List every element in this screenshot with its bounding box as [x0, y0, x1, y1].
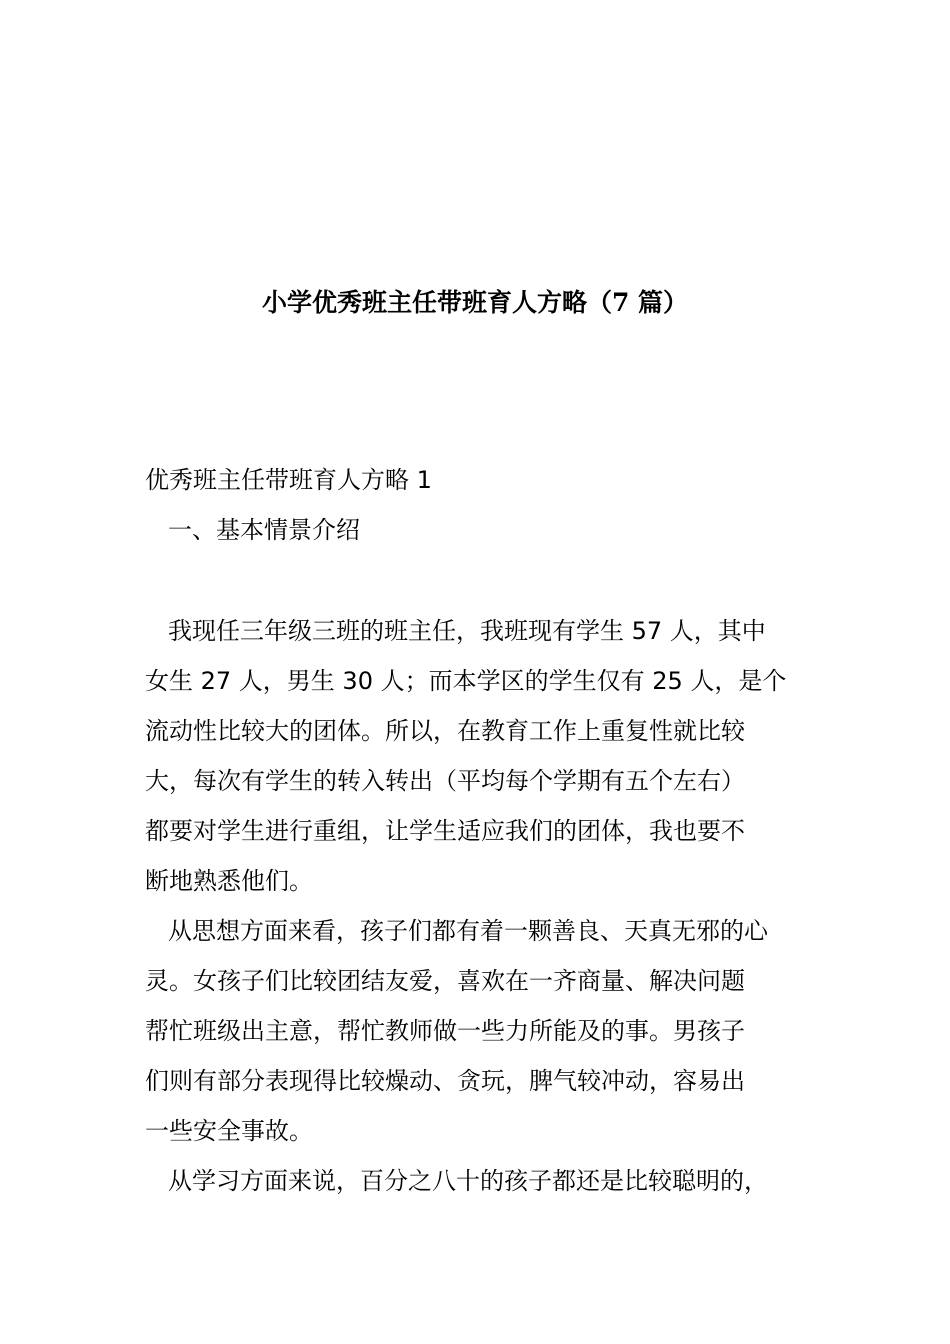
- paragraph-3: [145, 1156, 813, 1206]
- paragraph-line: 我现任三年级三班的班主任，我班现有学生 57 人，其中: [168, 617, 766, 645]
- paragraph-line: 女生 27 人，男生 30 人；而本学区的学生仅有 25 人，是个: [145, 667, 787, 695]
- paragraph-line: 大，每次有学生的转入转出（平均每个学期有五个左右）: [145, 767, 745, 795]
- paragraph-line: 从思想方面来看，孩子们都有着一颗善良、天真无邪的心: [168, 917, 768, 945]
- paragraph-line: 帮忙班级出主意，帮忙教师做一些力所能及的事。男孩子: [145, 1017, 745, 1045]
- paragraph-line: 断地熟悉他们。: [145, 867, 313, 895]
- paragraph-line: 流动性比较大的团体。所以，在教育工作上重复性就比较: [145, 717, 745, 745]
- section-heading: 优秀班主任带班育人方略 1: [145, 466, 432, 494]
- sub-heading: 一、基本情景介绍: [168, 516, 360, 544]
- paragraph-line: 灵。女孩子们比较团结友爱，喜欢在一齐商量、解决问题: [145, 967, 745, 995]
- paragraph-line: 一些安全事故。: [145, 1117, 313, 1145]
- paragraph-1: [145, 606, 813, 906]
- document-title: 小学优秀班主任带班育人方略（7 篇）: [261, 288, 689, 317]
- paragraph-line: 们则有部分表现得比较燥动、贪玩，脾气较冲动，容易出: [145, 1067, 745, 1095]
- paragraph-line: 都要对学生进行重组，让学生适应我们的团体，我也要不: [145, 817, 745, 845]
- paragraph-2: [145, 906, 813, 1156]
- paragraph-line: 从学习方面来说，百分之八十的孩子都还是比较聪明的，: [168, 1167, 768, 1195]
